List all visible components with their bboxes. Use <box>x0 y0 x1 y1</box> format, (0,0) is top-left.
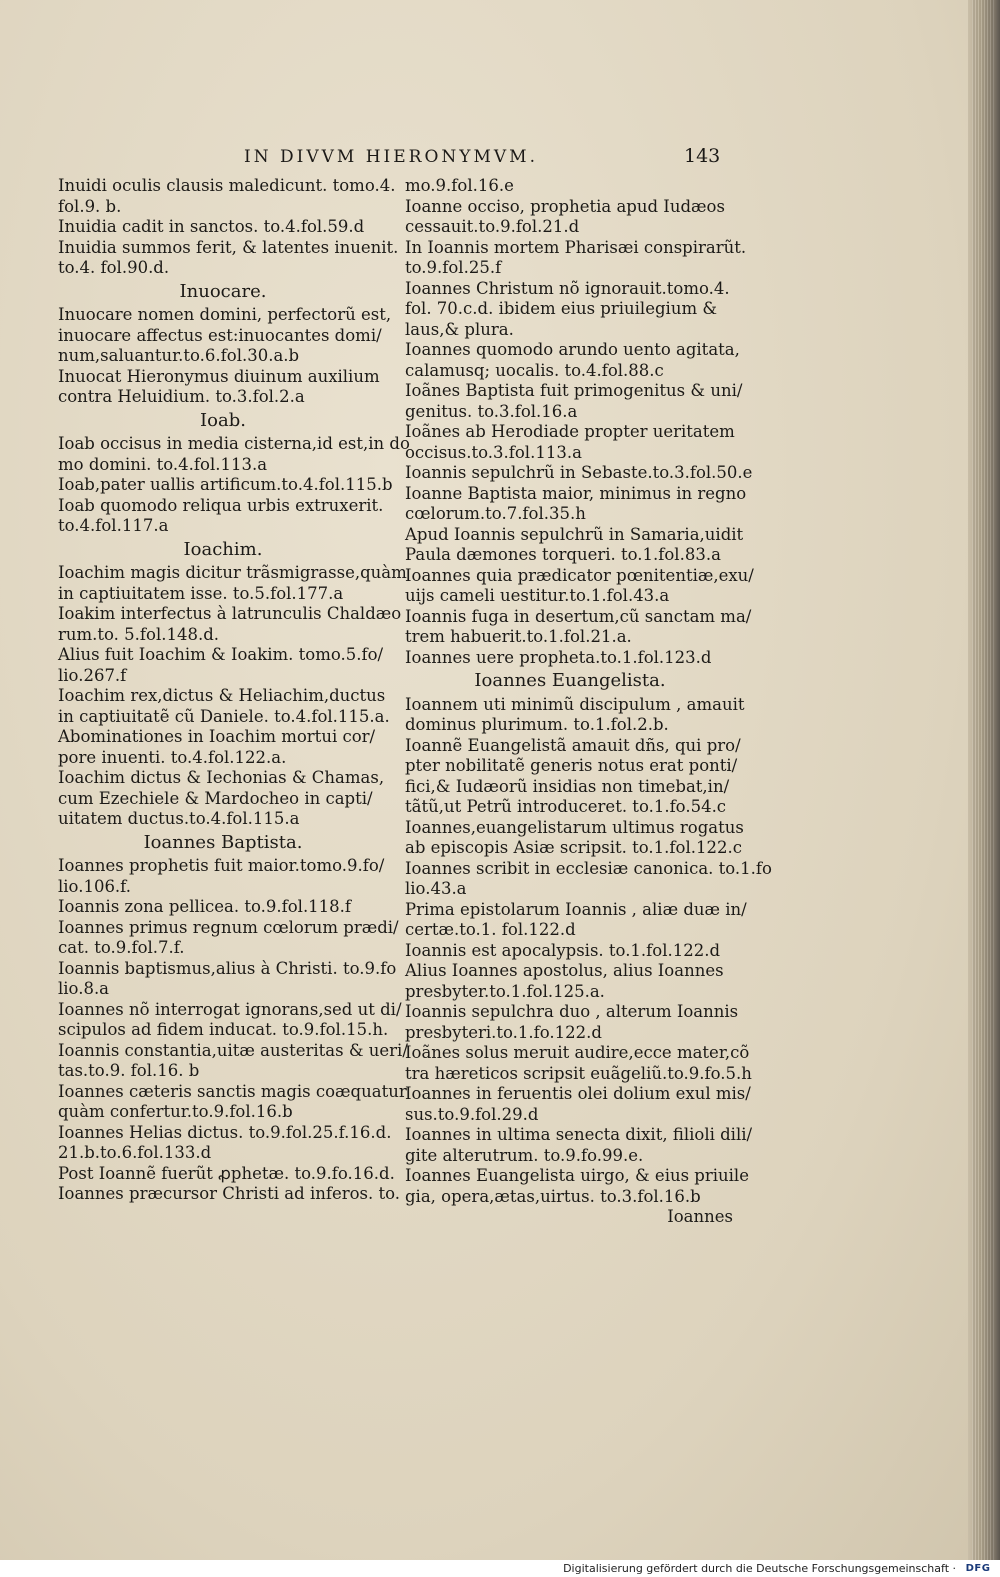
index-entry <box>405 1002 739 1043</box>
entry-line: laus,& plura. <box>405 319 514 339</box>
entry-line: mo.9.fol.16.e <box>405 176 514 195</box>
entry-line: Post Ioannẽ fuerũt ꝓphetæ. to.9.fo.16.d. <box>58 1163 395 1183</box>
index-entry <box>58 1184 401 1205</box>
index-entry <box>58 958 397 1000</box>
entry-line: Ioannes Christum nõ ignorauit.tomo.4. <box>405 278 730 298</box>
entry-line: Ioannes nõ interrogat ignorans,sed ut di/ <box>58 999 402 1019</box>
index-entry <box>58 856 388 897</box>
entry-line: Ioãnes ab Herodiade propter ueritatem <box>405 422 735 441</box>
index-heading: Ioannes Euangelista. <box>474 670 666 691</box>
entry-line: Ioannes primus regnum cœlorum prædi/ <box>58 917 399 937</box>
entry-line: rum.to. 5.fol.148.d. <box>58 624 220 644</box>
page-number: 143 <box>684 145 721 167</box>
index-entry <box>58 1040 408 1082</box>
index-entry <box>405 463 753 484</box>
entry-line: Ioannis baptismus,alius à Christi. to.9.fo <box>58 958 397 978</box>
entry-line: contra Heluidium. to.3.fol.2.a <box>58 387 305 406</box>
index-entry <box>405 483 747 525</box>
entry-line: Ioannes quomodo arundo uento agitata, <box>405 340 740 359</box>
index-entry <box>405 1084 751 1125</box>
entry-line: Ioannem uti minimũ discipulum , amauit <box>405 694 745 714</box>
index-entry <box>58 999 402 1041</box>
index-entry <box>405 899 747 941</box>
entry-line: uijs cameli uestitur.to.1.fol.43.a <box>405 586 670 605</box>
index-entry <box>58 475 393 496</box>
entry-line: quàm confertur.to.9.fol.16.b <box>58 1102 293 1121</box>
index-entry <box>405 422 735 463</box>
entry-line: lio.267.f <box>58 665 127 685</box>
index-entry <box>58 217 388 238</box>
index-entry <box>405 237 747 279</box>
entry-line: Ioanne Baptista maior, minimus in regno <box>405 483 747 503</box>
entry-line: Ioannis constantia,uitæ austeritas & ueri/ <box>58 1040 408 1060</box>
entry-line: Ioannes cæteris sanctis magis coæquatur <box>58 1081 407 1101</box>
entry-line: Ioab quomodo reliqua urbis extruxerit. <box>58 495 384 515</box>
entry-line: Ioab,pater uallis artificum.to.4.fol.115.b <box>58 475 393 494</box>
index-entry <box>58 367 388 408</box>
entry-line: Inuocare nomen domini, perfectorũ est, <box>58 305 392 324</box>
entry-line: Ioannes,euangelistarum ultimus rogatus <box>405 817 744 837</box>
index-entry <box>405 176 735 197</box>
left-index-column <box>58 176 410 1205</box>
entry-line: Ioannes scribit in ecclesiæ canonica. to.1.fo <box>405 858 772 878</box>
catchword: Ioannes <box>667 1207 733 1226</box>
entry-line: gite alterutrum. to.9.fo.99.e. <box>405 1145 644 1165</box>
index-entry <box>405 197 735 238</box>
entry-line: Inuocat Hieronymus diuinum auxilium <box>58 366 380 386</box>
entry-line: pter nobilitatẽ generis notus erat ponti/ <box>405 756 738 775</box>
entry-line: Ioachim rex,dictus & Heliachim,ductus <box>58 686 386 705</box>
index-entry <box>405 858 772 900</box>
index-entry <box>405 340 740 381</box>
entry-line: genitus. to.3.fol.16.a <box>405 401 578 421</box>
index-entry <box>405 817 744 859</box>
right-index-column <box>405 176 772 1228</box>
entry-line: Ioannis zona pellicea. to.9.fol.118.f <box>58 897 352 916</box>
index-entry <box>405 381 743 422</box>
entry-line: Ioannes in feruentis olei dolium exul mis/ <box>405 1084 751 1103</box>
entry-line: cessauit.to.9.fol.21.d <box>405 217 580 236</box>
entry-line: 21.b.to.6.fol.133.d <box>58 1143 212 1162</box>
index-entry <box>58 897 388 918</box>
book-spine-edge <box>968 0 1000 1560</box>
entry-line: Alius fuit Ioachim & Ioakim. tomo.5.fo/ <box>58 645 384 664</box>
entry-line: cat. to.9.fol.7.f. <box>58 938 185 957</box>
entry-line: Ioannis sepulchrũ in Sebaste.to.3.fol.50.e <box>405 463 753 482</box>
entry-line: Inuidi oculis clausis maledicunt. tomo.4. <box>58 176 396 195</box>
entry-line: to.4.fol.117.a <box>58 516 169 535</box>
entry-line: Ioakim interfectus à latrunculis Chaldæo <box>58 604 402 623</box>
entry-line: Inuidia summos ferit, & latentes inuenit. <box>58 237 399 257</box>
entry-line: In Ioannis mortem Pharisæi conspirarũt. <box>405 237 747 257</box>
entry-line: num,saluantur.to.6.fol.30.a.b <box>58 346 300 365</box>
entry-line: tas.to.9. fol.16. b <box>58 1061 200 1080</box>
entry-line: to.9.fol.25.f <box>405 258 502 277</box>
index-entry <box>58 305 392 367</box>
entry-line: Paula dæmones torqueri. to.1.fol.83.a <box>405 545 721 564</box>
entry-line: Ioab occisus in media cisterna,id est,in do <box>58 434 410 453</box>
index-entry <box>405 606 752 648</box>
entry-line: Ioannis fuga in desertum,cũ sanctam ma/ <box>405 606 752 626</box>
entry-line: mo domini. to.4.fol.113.a <box>58 454 268 474</box>
entry-line: fici,& Iudæorũ insidias non timebat,in/ <box>405 776 730 796</box>
index-heading: Ioachim. <box>183 538 263 560</box>
entry-line: inuocare affectus est:inuocantes domi/ <box>58 325 382 345</box>
entry-line: pore inuenti. to.4.fol.122.a. <box>58 747 287 767</box>
entry-line: certæ.to.1. fol.122.d <box>405 920 576 939</box>
entry-line: Ioannes Helias dictus. to.9.fol.25.f.16.d. <box>58 1122 392 1142</box>
entry-line: uitatem ductus.to.4.fol.115.a <box>58 809 300 828</box>
entry-line: presbyteri.to.1.fo.122.d <box>405 1022 602 1042</box>
entry-line: fol.9. b. <box>58 196 122 216</box>
entry-line: gia, opera,ætas,uirtus. to.3.fol.16.b <box>405 1186 701 1206</box>
index-entry <box>58 434 410 475</box>
footer-text: Digitalisierung gefördert durch die Deutsche Forschungsgemeinschaft · <box>563 1562 956 1575</box>
index-entry <box>58 917 399 959</box>
index-entry <box>405 565 754 607</box>
funding-footer <box>0 1560 1000 1577</box>
entry-line: to.4. fol.90.d. <box>58 258 170 277</box>
entry-line: Abominationes in Ioachim mortui cor/ <box>58 727 376 746</box>
entry-line: Ioanne occiso, prophetia apud Iudæos <box>405 196 725 216</box>
index-entry <box>58 686 388 727</box>
entry-line: Ioannes præcursor Christi ad inferos. to. <box>58 1184 401 1203</box>
entry-line: Ioãnes Baptista fuit primogenitus & uni/ <box>405 381 743 400</box>
entry-line: Ioannes in ultima senecta dixit, filioli dili/ <box>405 1125 753 1144</box>
index-entry <box>405 735 741 818</box>
entry-line: Ioannes uere propheta.to.1.fol.123.d <box>405 647 712 667</box>
entry-line: presbyter.to.1.fol.125.a. <box>405 981 605 1001</box>
index-entry <box>58 176 396 217</box>
entry-line: tãtũ,ut Petrũ introduceret. to.1.fo.54.c <box>405 797 727 816</box>
index-entry <box>405 941 735 962</box>
running-header: IN DIVVM HIERONYMVM. <box>244 147 538 167</box>
entry-line: ab episcopis Asiæ scripsit. to.1.fol.122.c <box>405 838 742 857</box>
index-entry <box>405 1166 749 1207</box>
entry-line: lio.8.a <box>58 979 110 998</box>
index-entry <box>405 1043 752 1084</box>
entry-line: Ioachim dictus & Iechonias & Chamas, <box>58 768 385 787</box>
entry-line: tra hæreticos scripsit euãgeliũ.to.9.fo.5.h <box>405 1063 752 1083</box>
entry-line: Apud Ioannis sepulchrũ in Samaria,uidit <box>405 524 744 544</box>
entry-line: trem habuerit.to.1.fol.21.a. <box>405 627 632 646</box>
index-entry <box>58 768 388 830</box>
index-entry <box>58 496 388 537</box>
index-heading: Ioannes Baptista. <box>143 831 303 853</box>
index-entry <box>405 694 745 736</box>
entry-line: Ioannis sepulchra duo , alterum Ioannis <box>405 1002 739 1021</box>
index-entry <box>58 1122 392 1164</box>
index-entry <box>58 1081 407 1123</box>
entry-line: occisus.to.3.fol.113.a <box>405 442 582 462</box>
index-entry <box>405 524 744 566</box>
dfg-logo: DFG <box>960 1562 996 1575</box>
entry-line: in captiuitatem isse. to.5.fol.177.a <box>58 583 344 603</box>
index-entry <box>58 1163 395 1185</box>
entry-line: in captiuitatẽ cũ Daniele. to.4.fol.115.a. <box>58 706 390 726</box>
entry-line: Ioannes Euangelista uirgo, & eius priuile <box>405 1166 749 1185</box>
index-heading: Inuocare. <box>179 280 267 302</box>
entry-line: lio.43.a <box>405 879 467 898</box>
entry-line: Ioannis est apocalypsis. to.1.fol.122.d <box>405 940 721 960</box>
entry-line: calamusq; uocalis. to.4.fol.88.c <box>405 360 664 380</box>
entry-line: Ioachim magis dicitur trãsmigrasse,quàm <box>58 563 407 582</box>
entry-line: Alius Ioannes apostolus, alius Ioannes <box>405 961 724 980</box>
entry-line: lio.106.f. <box>58 876 131 896</box>
entry-line: scipulos ad fidem inducat. to.9.fol.15.h. <box>58 1020 389 1039</box>
entry-line: cum Ezechiele & Mardocheo in capti/ <box>58 788 373 808</box>
index-entry <box>405 1125 753 1166</box>
entry-line: fol. 70.c.d. ibidem eius priuilegium & <box>405 299 718 318</box>
entry-line: sus.to.9.fol.29.d <box>405 1104 539 1124</box>
index-entry <box>405 279 735 341</box>
entry-line: Ioannẽ Euangelistã amauit dñs, qui pro/ <box>405 735 741 755</box>
index-entry <box>405 961 735 1002</box>
entry-line: Ioannes quia prædicator pœnitentiæ,exu/ <box>405 565 754 585</box>
index-heading: Ioab. <box>200 409 246 431</box>
index-entry <box>58 727 388 768</box>
index-entry <box>58 604 402 645</box>
entry-line: Prima epistolarum Ioannis , aliæ duæ in/ <box>405 899 747 919</box>
entry-line: dominus plurimum. to.1.fol.2.b. <box>405 715 669 734</box>
entry-line: cœlorum.to.7.fol.35.h <box>405 504 586 523</box>
entry-line: Inuidia cadit in sanctos. to.4.fol.59.d <box>58 217 365 236</box>
entry-line: Ioãnes solus meruit audire,ecce mater,cõ <box>405 1043 750 1062</box>
index-entry <box>58 645 388 686</box>
index-entry <box>405 648 735 669</box>
index-entry <box>58 237 399 279</box>
entry-line: Ioannes prophetis fuit maior.tomo.9.fo/ <box>58 856 385 875</box>
index-entry <box>58 563 407 604</box>
